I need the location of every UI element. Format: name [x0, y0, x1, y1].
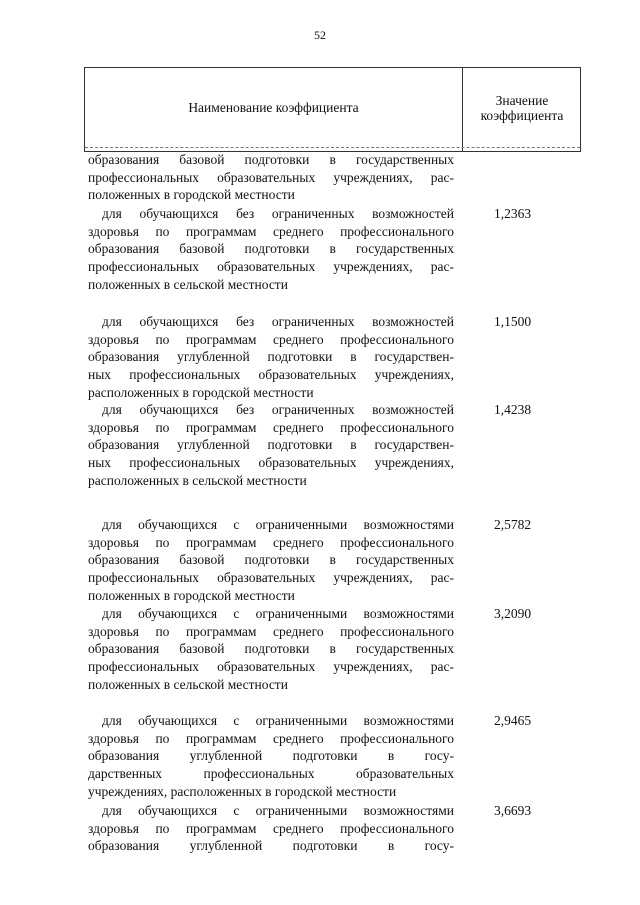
text-line: учреждениях, расположенных в городской местности [88, 783, 397, 799]
coefficient-value: 3,2090 [494, 606, 532, 621]
text-line: образования базовой подготовки в государственных [88, 152, 454, 167]
text-line: положенных в городской местности [88, 187, 295, 203]
text-line: для обучающихся без ограниченных возможностей [102, 402, 454, 417]
text-line: для обучающихся с ограниченными возможностями [102, 606, 454, 621]
text-line: положенных в городской местности [88, 587, 295, 603]
text-line: ных профессиональных образовательных учреждениях, [88, 367, 454, 383]
text-line: положенных в сельской местности [88, 676, 288, 692]
header-value-column [463, 93, 581, 123]
text-line: здоровья по программам среднего профессионального [88, 223, 454, 239]
text-line: для обучающихся с ограниченными возможностями [102, 713, 454, 728]
text-line: здоровья по программам среднего профессионального [88, 331, 454, 347]
text-line: здоровья по программам среднего профессионального [88, 730, 454, 746]
text-line: профессиональных образовательных учреждениях, рас- [88, 659, 454, 675]
coefficient-value: 2,5782 [494, 517, 532, 532]
text-line: здоровья по программам среднего профессионального [88, 820, 454, 836]
header-bottom-border [85, 147, 580, 148]
text-line: здоровья по программам среднего профессионального [88, 419, 454, 435]
coefficient-row-name [88, 205, 454, 294]
text-line: профессиональных образовательных учреждениях, рас- [88, 570, 454, 586]
text-line: для обучающихся без ограниченных возможностей [102, 206, 454, 221]
coefficient-row-name [88, 605, 454, 694]
coefficient-row-name [88, 802, 454, 855]
coefficient-value: 2,9465 [494, 713, 532, 728]
header-value-line-2: коэффициента [480, 108, 564, 123]
coefficient-value: 1,4238 [494, 402, 532, 417]
coefficient-row-name [88, 712, 454, 801]
header-value-line-1: Значение [495, 93, 549, 108]
text-line: профессиональных образовательных учреждениях, рас- [88, 259, 454, 275]
continuation-text [88, 151, 454, 204]
text-line: образования углубленной подготовки в госу- [88, 748, 454, 764]
text-line: расположенных в сельской местности [88, 472, 307, 488]
text-line: образования углубленной подготовки в госу- [88, 838, 454, 854]
coefficient-row-name [88, 516, 454, 605]
text-line: здоровья по программам среднего профессионального [88, 534, 454, 550]
text-line: образования базовой подготовки в государственных [88, 641, 454, 657]
text-line: здоровья по программам среднего профессионального [88, 623, 454, 639]
text-line: положенных в сельской местности [88, 276, 288, 292]
text-line: образования углубленной подготовки в государствен- [88, 349, 454, 365]
page-number: 52 [314, 28, 326, 42]
text-line: для обучающихся без ограниченных возможностей [102, 314, 454, 329]
text-line: образования базовой подготовки в государственных [88, 241, 454, 257]
text-line: для обучающихся с ограниченными возможностями [102, 803, 454, 818]
text-line: образования углубленной подготовки в государствен- [88, 437, 454, 453]
header-name-column: Наименование коэффициента [188, 100, 359, 115]
text-line: образования базовой подготовки в государственных [88, 552, 454, 568]
text-line: для обучающихся с ограниченными возможностями [102, 517, 454, 532]
table-header [84, 67, 581, 152]
text-line: расположенных в городской местности [88, 384, 314, 400]
text-line: ных профессиональных образовательных учреждениях, [88, 455, 454, 471]
coefficient-row-name [88, 313, 454, 402]
text-line: дарственных профессиональных образовательных [88, 766, 454, 782]
text-line: профессиональных образовательных учреждениях, рас- [88, 169, 454, 185]
coefficient-value: 3,6693 [494, 803, 532, 818]
coefficient-value: 1,2363 [494, 206, 532, 221]
coefficient-row-name [88, 401, 454, 490]
coefficient-value: 1,1500 [494, 314, 532, 329]
